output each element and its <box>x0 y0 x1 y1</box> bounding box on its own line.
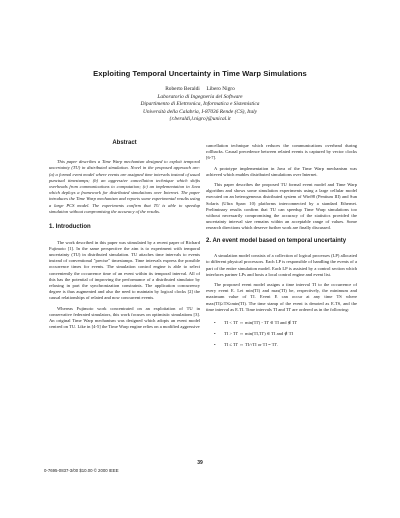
section-heading-event-model: 2. An event model based on temporal uncertainty <box>206 237 347 244</box>
left-column <box>49 140 200 330</box>
affiliation-line: Università della Calabria, I-87036 Rende (CS), Italy <box>142 108 258 115</box>
list-item: • TI > TI' ⇔ min(TI,TI') ∈ TI and ∉ TI <box>214 331 357 337</box>
paragraph: The proposed event model assigns a time interval TI to the occurrence of every event E. Let min(TI) and max(TI) be, respectively, the minimum and maximum value of TI. Event E can occur at any time TS where max(TI)≥TS≥min(TI). The time stamp of the event is denoted as E.TS, and the time interval as E.TI. Time intervals TI and TI' are ordered as in the following: <box>206 282 357 312</box>
list-item: • TI < TI' ⇔ min(TI') - TI' ∈ TI and ∉ TI' <box>214 320 357 326</box>
interval-order-list <box>206 320 357 349</box>
affiliation-line: Laboratorio di Ingegneria del Software <box>157 93 243 100</box>
paragraph: Whereas Fujimoto work concentrated on an exploitation of TU in conservative federated simulators, this work focuses on optimistic simulations [3]. An original Time Warp mechanism was designed which adopts an event model centred on TU. Like in [4-5] the Time Warp engine relies on a modified aggressive <box>49 305 200 330</box>
author-names: Roberto Beraldi Libero Nigro <box>165 86 235 92</box>
right-column <box>206 143 357 354</box>
abstract-heading: Abstract <box>112 140 137 146</box>
page-number: 39 <box>197 460 203 466</box>
affiliation-line: Dipartimento di Elettronica, Informatica e Sistemistica <box>140 101 260 108</box>
paragraph: A simulation model consists of a collection of logical processes (LP) allocated to different physical processors. Each LP is responsible of handling the events of a part of the entire simulation model. Each LP is assisted by a control section which interfaces partner LPs and hosts a local control engine and event list. <box>206 253 357 277</box>
section-heading-introduction: 1. Introduction <box>49 224 91 231</box>
paragraph: A prototype implementation in Java of the Time Warp mechanism was achieved which enables distributed simulations over Internet. <box>206 165 357 177</box>
author-emails: {r.beraldi,l.nigro}@unical.it <box>169 116 231 123</box>
paragraph: The work described in this paper was stimulated by a recent paper of Richard Fujimoto [1]. In the same perspective the aim is to experiment with temporal uncertainty (TU) in distributed simulation. TU attaches time intervals to events instead of conventional "precise" timestamps. Time intervals express the possible occurrence times for events. The simulation control engine is able to select conveniently the occurrence time of an event within its temporal interval. All of this has the potential of improving the performance of a distributed simulator by relaxing in part the synchronization constraints. The application concurrency degree is thus augmented and also the need to maintain by logical clocks [2] the causal relationships of related and now concurrent events. <box>49 239 200 301</box>
paragraph: cancellation technique which reduces the communications overhead during rollbacks. Causal precedence between related events is captured by vector clocks [6-7]. <box>206 143 357 161</box>
copyright-footer: 0-7695-0837-3/00 $10.00 © 2000 IEEE <box>44 468 119 473</box>
list-item: • TI ≤ TI' ⇔ TI∩TI or TI = TI'. <box>214 342 357 348</box>
paper-title: Exploiting Temporal Uncertainty in Time Warp Simulations <box>93 69 307 78</box>
paragraph: This paper describes the proposed TU formal event model and Time Warp algorithm and shows some simulation experiments using a large cellular model executed on an heterogeneous distributed system of Win98 (Pentium III) and Sun Solaris (Ultra Sparc 10) platforms interconnected by a standard Ethernet. Preliminary results confirm that TU can speedup Time Warp simulations too without necessarily compromising the accuracy of the statistics provided the uncertainty interval size remains within an acceptable range of values. Some research directions which deserve further work are finally discussed. <box>206 182 357 231</box>
abstract-text: This paper describes a Time Warp mechanism designed to exploit temporal uncertainty (TU) in distributed simulation. Novel in the proposed approach are: (a) a formal event model where events are assigned time intervals instead of usual punctual timestamps; (b) an aggressive cancellation technique which shifts overheads from communications to computation; (c) an implementation in Java which deploys a framework for distributed simulations over Internet. The paper introduces the Time Warp mechanism and reports some experimental results using a large PCS model. The experiments confirm that TU is able to speedup simulation without compromising the accuracy of the results. <box>49 159 200 214</box>
author-block <box>40 86 360 124</box>
